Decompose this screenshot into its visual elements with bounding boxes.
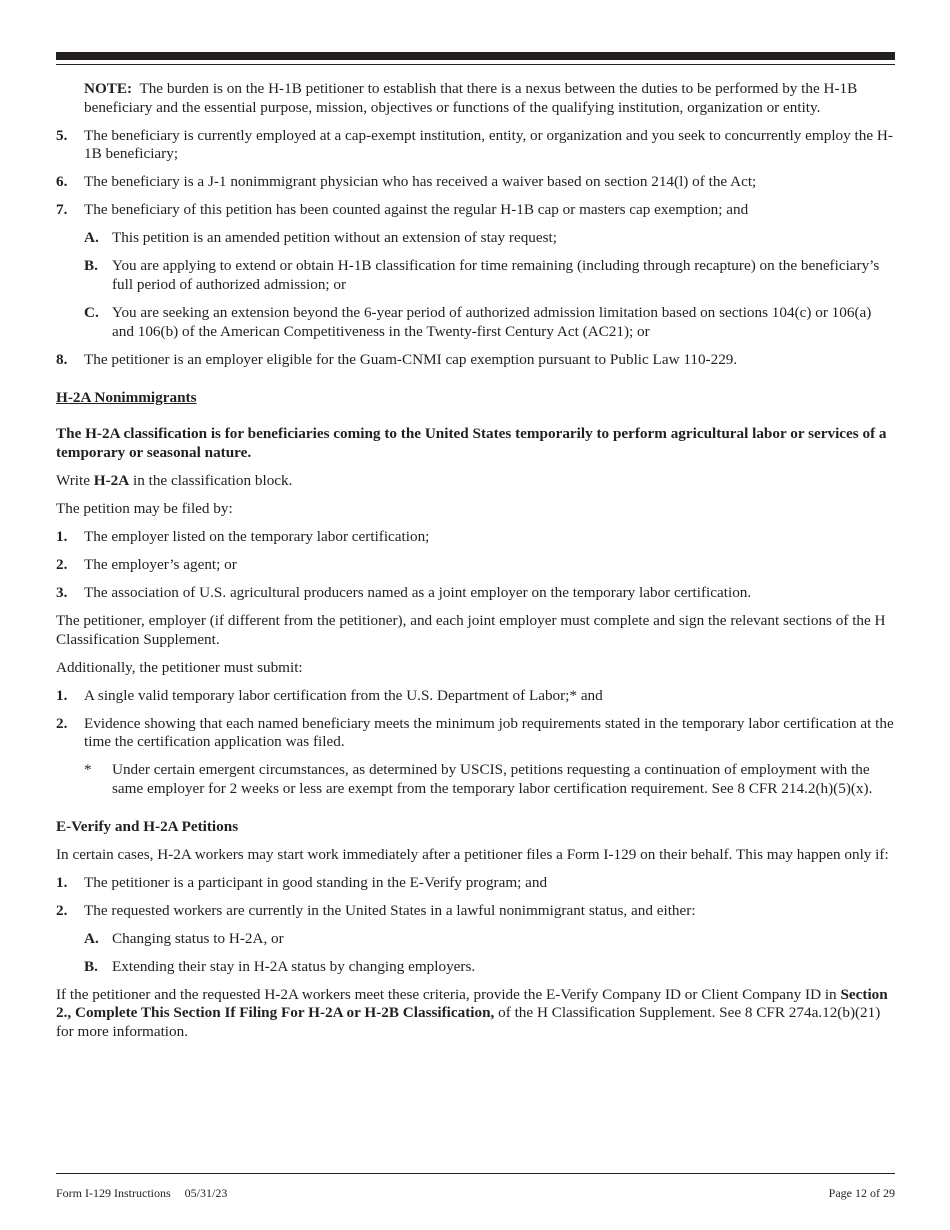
closing-bold: Section 2., Complete This Section If Filing For H-2A or H-2B Classification, (56, 985, 888, 1022)
list-item (56, 351, 895, 370)
list-item (56, 556, 895, 575)
section-heading-h2a: H-2A Nonimmigrants (56, 388, 197, 406)
sub-item-text: You are applying to extend or obtain H-1B classification for time remaining (including through recapture) on the beneficiary’s full period of authorized admission; or (112, 257, 880, 294)
item-text: The beneficiary is a J-1 nonimmigrant physician who has received a waiver based on section 214(l) of the Act; (84, 173, 757, 191)
item-text: The employer’s agent; or (84, 555, 237, 573)
list-item (56, 584, 895, 603)
list-item (56, 201, 895, 220)
item-number: 2. (56, 714, 68, 732)
sub-list-item (56, 958, 895, 977)
sub-item-letter: B. (84, 957, 98, 975)
sub-item-text: You are seeking an extension beyond the 6-year period of authorized admission limitation based on sections 104(c) or 106(a) and 106(b) of the American Competitiveness in the Twenty-first Century Act (AC21); or (112, 304, 872, 340)
sub-item-text: Changing status to H-2A, or (112, 929, 284, 947)
list-item (56, 874, 895, 893)
list-item (56, 715, 895, 752)
sub-item-letter: A. (84, 929, 99, 947)
sub-list-item (56, 229, 895, 248)
footer-date: 05/31/23 (184, 1186, 228, 1200)
footer-form-info (56, 1186, 227, 1200)
write-bold: H-2A (93, 471, 130, 489)
item-number: 1. (56, 527, 68, 545)
item-number: 2. (56, 901, 68, 919)
item-number: 1. (56, 873, 68, 891)
write-post: in the classification block. (129, 471, 293, 489)
sub-list-item (56, 930, 895, 949)
item-number: 7. (56, 201, 68, 219)
everify-closing (56, 986, 895, 1042)
item-number: 2. (56, 555, 68, 573)
list-item (56, 902, 895, 921)
item-text: The beneficiary is currently employed at a cap-exempt institution, entity, or organization and you seek to concurrently employ the H-1B beneficiary; (84, 126, 893, 163)
sub-list-item (56, 257, 895, 294)
list-item (56, 687, 895, 706)
note-label: NOTE: (84, 80, 133, 97)
sub-item-letter: A. (84, 229, 99, 247)
list-item (56, 127, 895, 164)
closing-pre: If the petitioner and the requested H-2A workers meet these criteria, provide the E-Verify Company ID or Client Company ID in (56, 985, 841, 1003)
item-text: A single valid temporary labor certification from the U.S. Department of Labor;* and (84, 686, 603, 704)
closing-post: of the H Classification Supplement. See 8 CFR 274a.12(b)(21) for more information. (56, 1004, 881, 1041)
write-pre: Write (56, 471, 94, 489)
everify-intro: In certain cases, H-2A workers may start work immediately after a petitioner files a Form I-129 on their behalf. This may happen only if: (56, 845, 889, 863)
note-text: The burden is on the H-1B petitioner to establish that there is a nexus between the duties to be performed by the H-1B beneficiary and the essential purpose, mission, objectives or functions of the qualifying institution, organization or entity. (84, 80, 858, 116)
h2a-lead-paragraph: The H-2A classification is for beneficiaries coming to the United States temporarily to perform agricultural labor or services of a temporary or seasonal nature. (56, 425, 887, 461)
sub-item-letter: B. (84, 257, 98, 275)
item-number: 3. (56, 583, 68, 601)
sub-item-letter: C. (84, 304, 99, 322)
additionally-paragraph: Additionally, the petitioner must submit: (56, 658, 303, 676)
footnote (56, 761, 895, 798)
item-text: The requested workers are currently in the United States in a lawful nonimmigrant status, and either: (84, 901, 696, 919)
item-text: Evidence showing that each named beneficiary meets the minimum job requirements stated in the temporary labor certification at the time the certification application was filed. (84, 714, 894, 751)
item-text: The beneficiary of this petition has been counted against the regular H-1B cap or masters cap exemption; and (84, 201, 749, 219)
note-paragraph (56, 80, 895, 117)
item-text: The petitioner is a participant in good standing in the E-Verify program; and (84, 873, 548, 891)
item-text: The employer listed on the temporary labor certification; (84, 527, 430, 545)
footnote-mark: * (84, 761, 92, 779)
item-number: 5. (56, 126, 68, 144)
sub-item-text: Extending their stay in H-2A status by changing employers. (112, 957, 476, 975)
list-item (56, 173, 895, 192)
sub-list-item (56, 304, 895, 341)
item-number: 1. (56, 686, 68, 704)
footer-page-number: Page 12 of 29 (828, 1186, 895, 1200)
section-heading-everify: E-Verify and H-2A Petitions (56, 817, 239, 835)
page-content (56, 80, 895, 1051)
footer-rule (56, 1173, 895, 1174)
item-text: The association of U.S. agricultural producers named as a joint employer on the temporary labor certification. (84, 583, 752, 601)
footer-form: Form I-129 Instructions (56, 1186, 171, 1200)
item-text: The petitioner is an employer eligible for the Guam-CNMI cap exemption pursuant to Public Law 110-229. (84, 350, 738, 368)
header-rule-thin (56, 64, 895, 65)
filed-by-paragraph: The petition may be filed by: (56, 499, 233, 517)
footnote-text: Under certain emergent circumstances, as determined by USCIS, petitions requesting a continuation of employment with the same employer for 2 weeks or less are exempt from the temporary labor certification requirement. See 8 CFR 214.2(h)(5)(x). (112, 761, 873, 798)
sub-item-text: This petition is an amended petition without an extension of stay request; (112, 229, 557, 247)
list-item (56, 528, 895, 547)
item-number: 8. (56, 350, 68, 368)
write-instruction (56, 472, 895, 491)
sign-paragraph: The petitioner, employer (if different from the petitioner), and each joint employer must complete and sign the relevant sections of the H Classification Supplement. (56, 611, 886, 648)
header-rule-thick (56, 52, 895, 60)
item-number: 6. (56, 173, 68, 191)
